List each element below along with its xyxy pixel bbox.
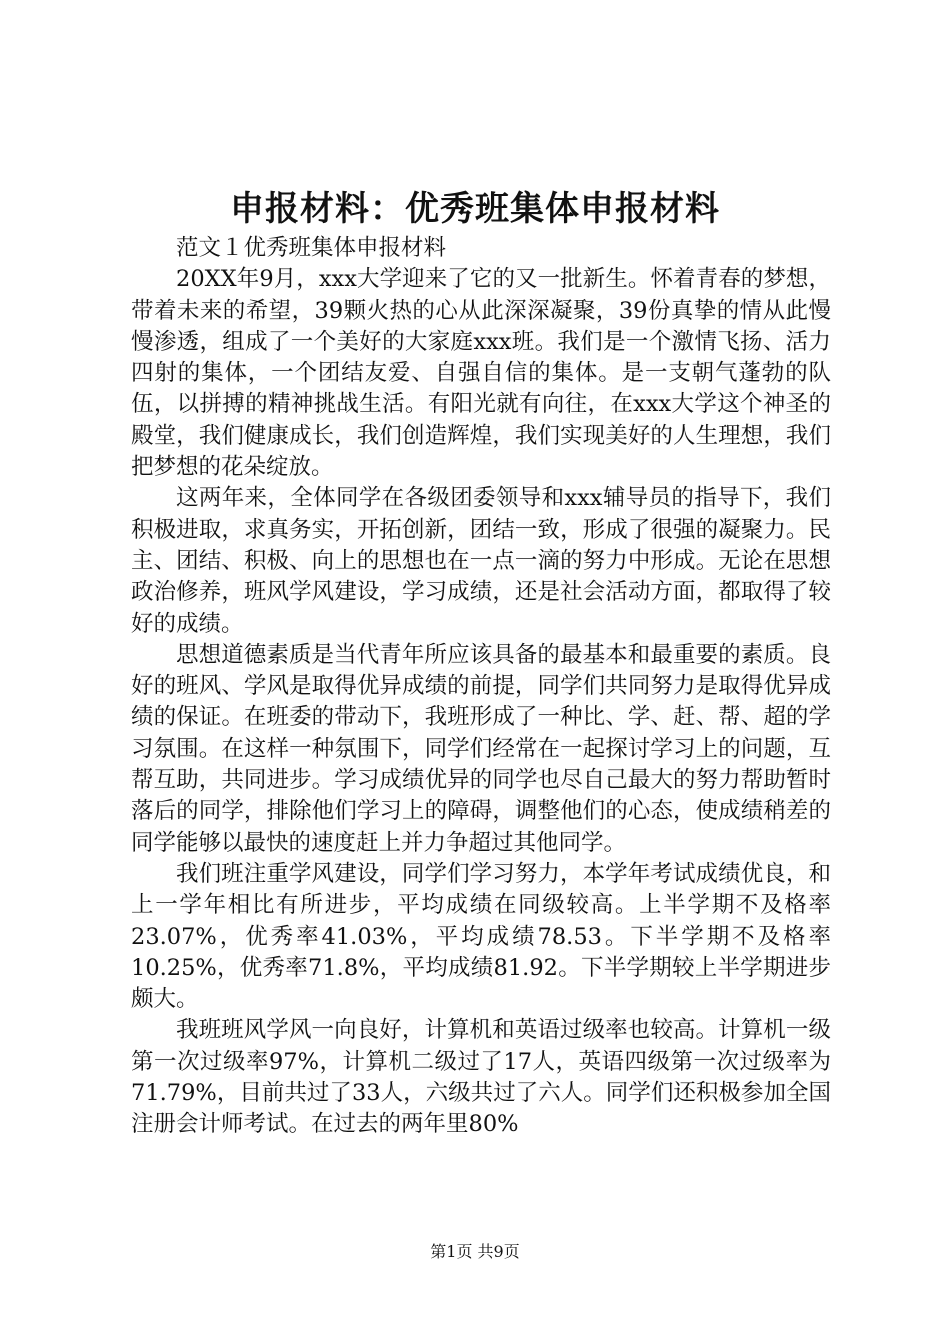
paragraph: 我班班风学风一向良好，计算机和英语过级率也较高。计算机一级第一次过级率97%，计算机二级过了17人，英语四级第一次过级率为71.79%，目前共过了33人，六级共过了六人。同学们还积极参加全国注册会计师考试。在过去的两年里80% (131, 1017, 831, 1138)
paragraph: 我们班注重学风建设，同学们学习努力，本学年考试成绩优良，和上一学年相比有所进步，平均成绩在同级较高。上半学期不及格率23.07%，优秀率41.03%，平均成绩78.53。下半学期不及格率10.25%，优秀率71.8%，平均成绩81.92。下半学期较上半学期进步颇大。 (131, 860, 831, 1013)
document-body (131, 233, 831, 1141)
page-number-footer: 第1页 共9页 (430, 1242, 520, 1261)
paragraph: 这两年来，全体同学在各级团委领导和xxx辅导员的指导下，我们积极进取，求真务实，开拓创新，团结一致，形成了很强的凝聚力。民主、团结、积极、向上的思想也在一点一滴的努力中形成。无论在思想政治修养，班风学风建设，学习成绩，还是社会活动方面，都取得了较好的成绩。 (131, 485, 831, 637)
paragraph: 思想道德素质是当代青年所应该具备的最基本和最重要的素质。良好的班风、学风是取得优异成绩的前提，同学们共同努力是取得优异成绩的保证。在班委的带动下，我班形成了一种比、学、赶、帮、超的学习氛围。在这样一种氛围下，同学们经常在一起探讨学习上的问题，互帮互助，共同进步。学习成绩优异的同学也尽自己最大的努力帮助暂时落后的同学，排除他们学习上的障碍，调整他们的心态，使成绩稍差的同学能够以最快的速度赶上并力争超过其他同学。 (131, 641, 831, 856)
document-subtitle: 范文１优秀班集体申报材料 (176, 235, 447, 261)
paragraph: 20XX年9月，xxx大学迎来了它的又一批新生。怀着青春的梦想，带着未来的希望，39颗火热的心从此深深凝聚，39份真挚的情从此慢慢渗透，组成了一个美好的大家庭xxx班。我们是一个激情飞扬、活力四射的集体，一个团结友爱、自强自信的集体。是一支朝气蓬勃的队伍，以拼搏的精神挑战生活。有阳光就有向往，在xxx大学这个神圣的殿堂，我们健康成长，我们创造辉煌，我们实现美好的人生理想，我们把梦想的花朵绽放。 (131, 266, 831, 481)
document-title: 申报材料：优秀班集体申报材料 (230, 189, 720, 229)
